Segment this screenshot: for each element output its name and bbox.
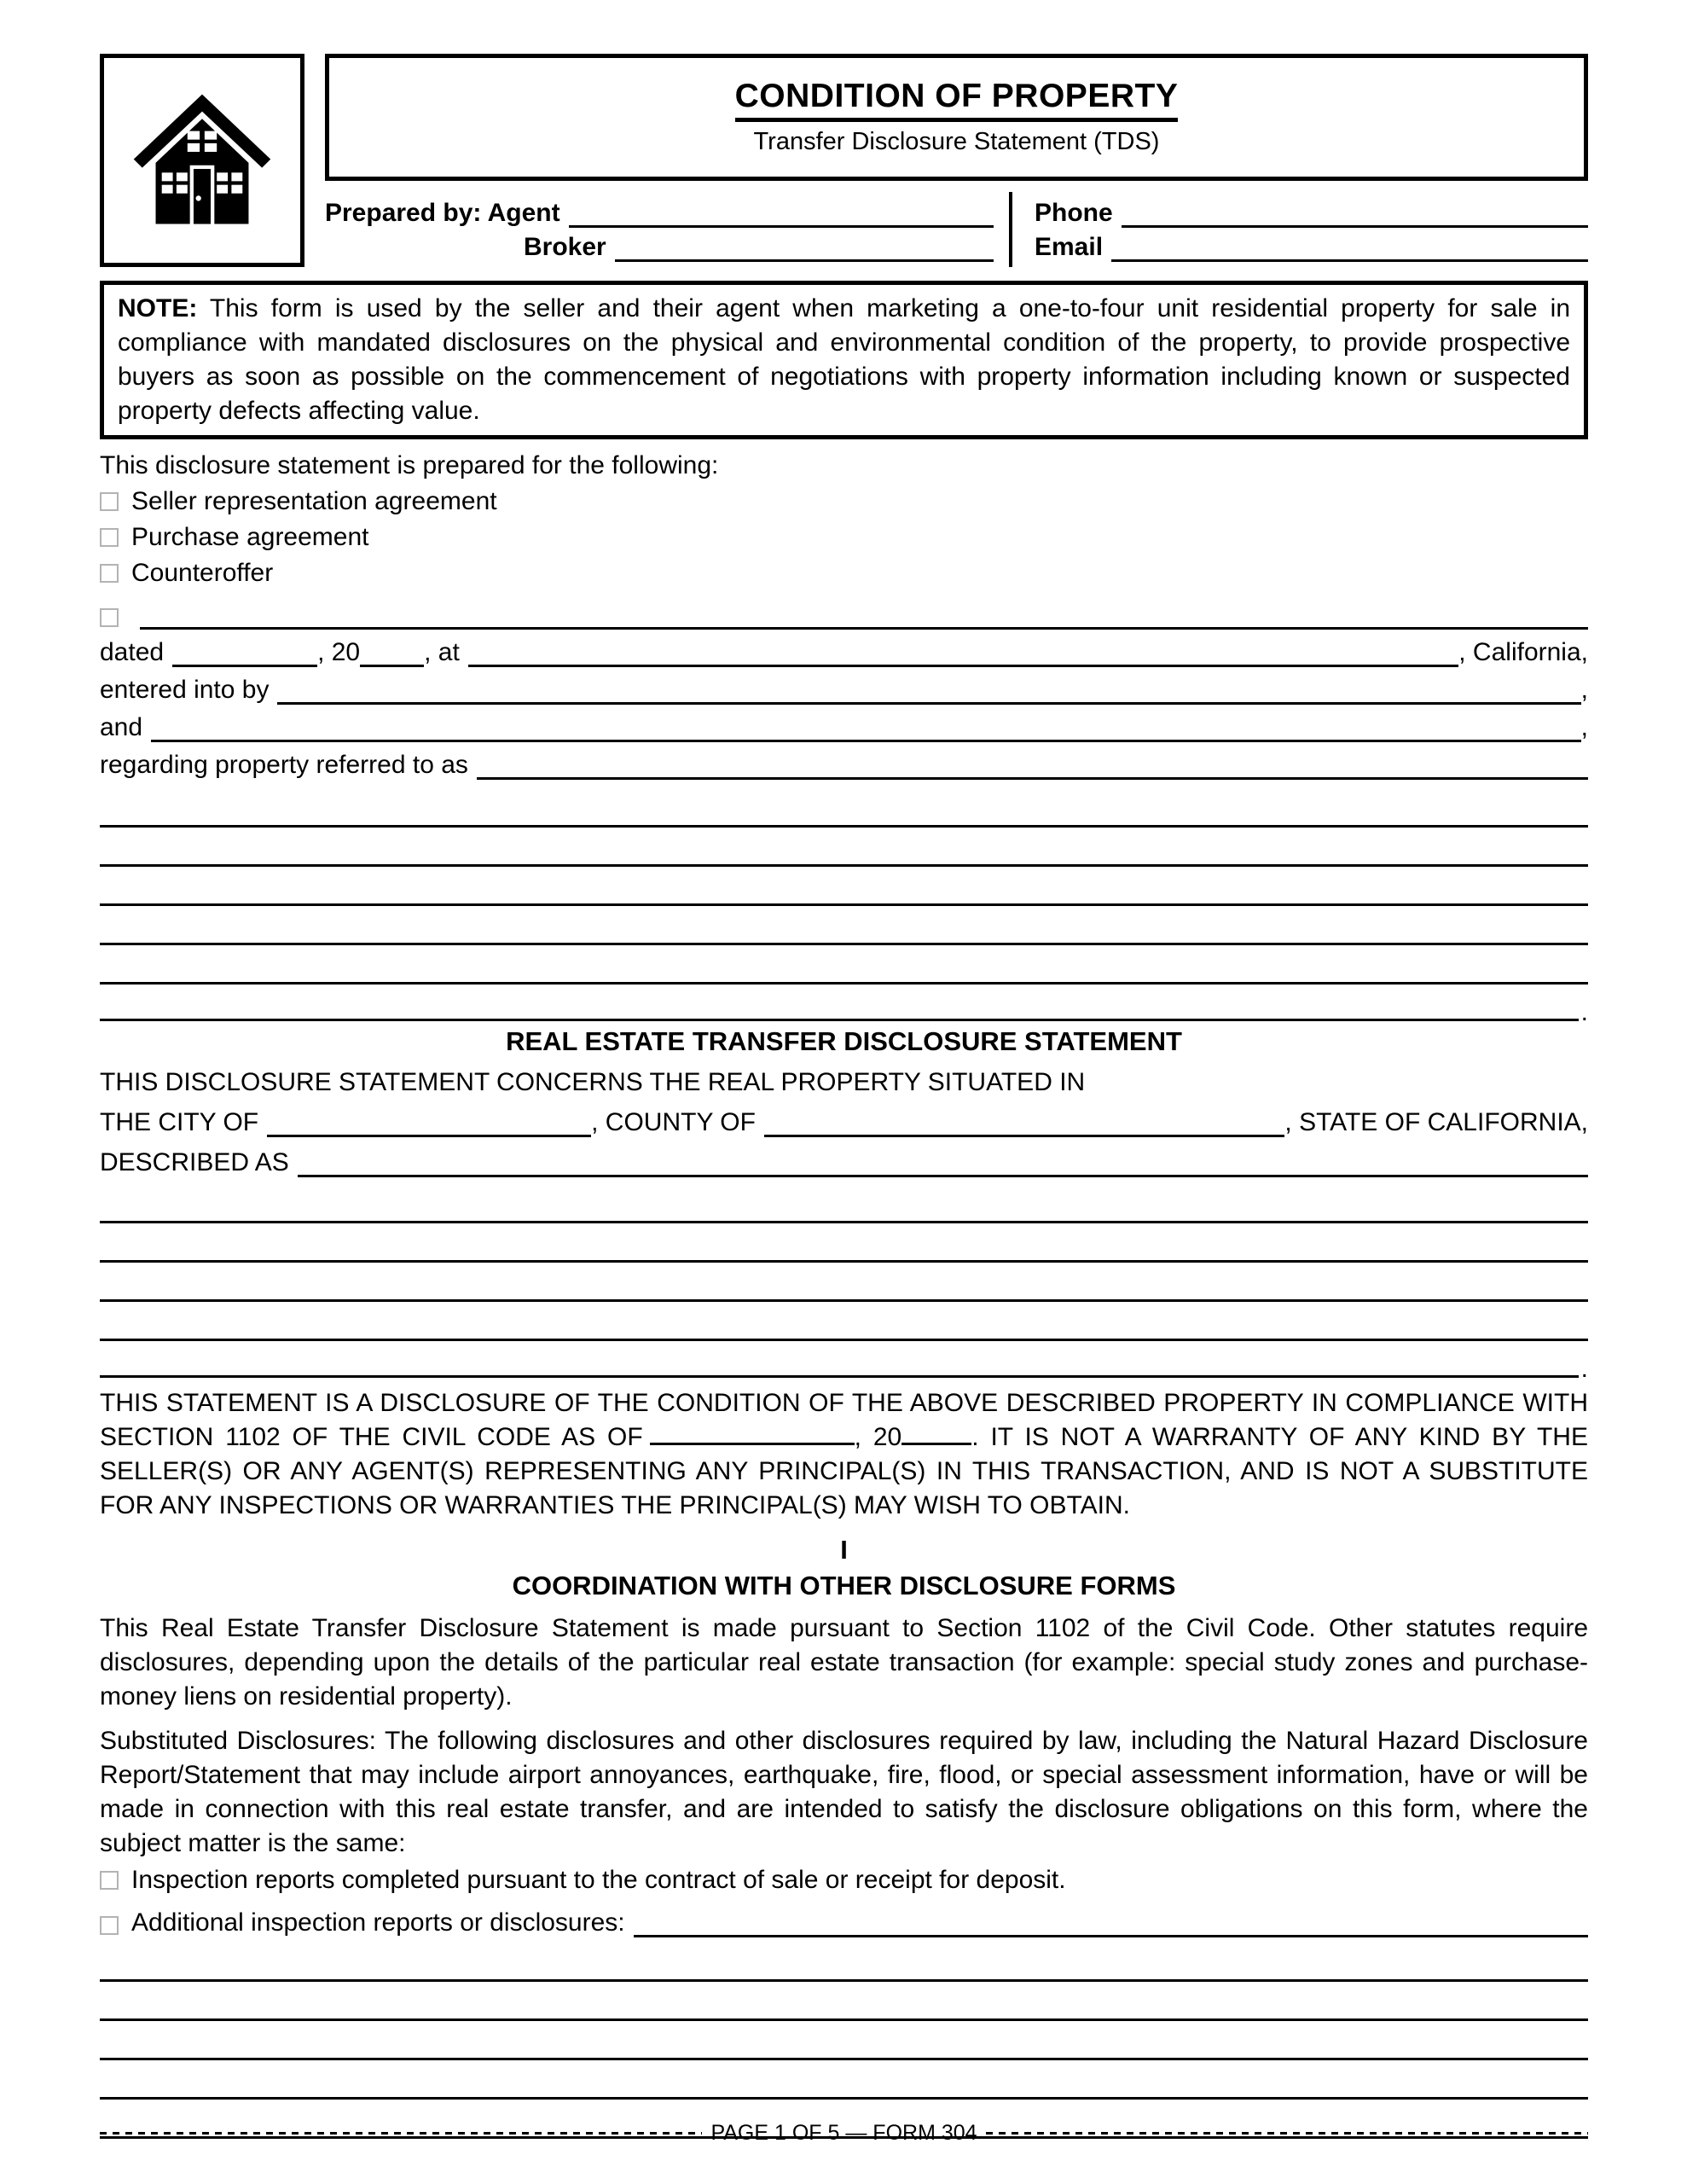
terminal-period: . xyxy=(1580,998,1588,1026)
tds-line1-row xyxy=(100,1057,1588,1097)
footer-dash-right xyxy=(986,2132,1588,2135)
california-label: , California, xyxy=(1458,638,1588,666)
section-heading: COORDINATION WITH OTHER DISCLOSURE FORMS xyxy=(512,1571,1176,1600)
purchase-agreement-checkbox[interactable] xyxy=(100,528,119,547)
prepared-right xyxy=(1012,192,1588,267)
as-of-year-field[interactable] xyxy=(901,1420,971,1445)
email-label: Email xyxy=(1035,233,1104,261)
header-right xyxy=(325,54,1588,267)
county-label: , COUNTY OF xyxy=(591,1108,756,1136)
dated-row xyxy=(100,630,1588,667)
broker-row xyxy=(325,228,994,262)
blank-line[interactable] xyxy=(100,828,1588,867)
entered-into-row xyxy=(100,667,1588,705)
broker-label: Broker xyxy=(524,233,606,261)
blank-line[interactable] xyxy=(100,1302,1588,1341)
blank-line-last xyxy=(100,1341,1588,1383)
option-label: Counteroffer xyxy=(131,559,274,587)
statement-paragraph xyxy=(100,1386,1588,1523)
blank-line[interactable] xyxy=(100,2060,1588,2100)
other-field[interactable] xyxy=(140,627,1588,630)
and-party-field[interactable] xyxy=(151,740,1581,742)
blank-line[interactable] xyxy=(100,945,1588,985)
date-field[interactable] xyxy=(172,665,317,667)
option-counteroffer xyxy=(100,555,1588,591)
entered-into-field[interactable] xyxy=(277,702,1580,705)
option-purchase-agreement xyxy=(100,520,1588,555)
inspection-reports-option xyxy=(100,1861,1588,1899)
and-row xyxy=(100,705,1588,742)
coordination-paragraph-1: This Real Estate Transfer Disclosure Statement is made pursuant to Section 1102 of the Civil Code. Other statutes require disclosures, depending upon the details of the particular real estate transaction (for example: special study zones and purchase-money liens on residential property). xyxy=(100,1614,1588,1711)
note-box xyxy=(100,281,1588,439)
year-field[interactable] xyxy=(360,665,424,667)
additional-reports-option xyxy=(100,1899,1588,1937)
option-label: Purchase agreement xyxy=(131,523,369,551)
title-box xyxy=(325,54,1588,181)
email-row xyxy=(1035,228,1588,262)
prepared-by-agent-label: Prepared by: Agent xyxy=(325,199,560,227)
blank-line[interactable] xyxy=(100,867,1588,906)
city-field[interactable] xyxy=(267,1135,591,1137)
note-label: NOTE: xyxy=(118,294,198,322)
option-other xyxy=(100,591,1588,630)
additional-reports-checkbox[interactable] xyxy=(100,1916,119,1935)
blank-line[interactable] xyxy=(100,788,1588,828)
at-label: , at xyxy=(424,638,460,666)
additional-reports-label: Additional inspection reports or disclosures: xyxy=(131,1908,625,1937)
dated-label: dated xyxy=(100,638,165,666)
coordination-paragraph-2: Substituted Disclosures: The following disclosures and other disclosures required by law, including the Natural Hazard Disclosure Report/Statement that may include airport annoyances, earthquake, fire, flood, or special assessment information, have or will be made in connection with this real estate transfer, and are intended to satisfy the disclosure obligations on this form, where the subject matter is the same: xyxy=(100,1727,1588,1857)
blank-line[interactable] xyxy=(100,1982,1588,2021)
seller-representation-checkbox[interactable] xyxy=(100,492,119,511)
county-field[interactable] xyxy=(764,1135,1284,1137)
blank-line[interactable] xyxy=(100,1339,1579,1378)
section-number: I xyxy=(840,1535,848,1565)
entered-into-label: entered into by xyxy=(100,676,270,704)
described-as-lines xyxy=(100,1184,1588,1383)
form-page xyxy=(100,54,1588,2139)
statement-part3: . IT IS NOT A WARRANTY OF ANY KIND BY THE SELLER(S) OR ANY AGENT(S) REPRESENTING ANY PRINCIPAL(S) IN THIS TRANSACTION, AND IS NOT A SUBSTITUTE FOR ANY INSPECTIONS OR WARRANTIES THE PRINCIPAL(S) MAY WISH TO OBTAIN. xyxy=(100,1423,1588,1519)
blank-line[interactable] xyxy=(100,1263,1588,1302)
form-title: CONDITION OF PROPERTY xyxy=(735,78,1179,122)
phone-row xyxy=(1035,194,1588,228)
and-comma: , xyxy=(1580,713,1588,741)
logo-box xyxy=(100,54,304,267)
prepared-by-block xyxy=(325,192,1588,267)
terminal-period: . xyxy=(1580,1355,1588,1383)
footer-page-label: PAGE 1 OF 5 — FORM 304 xyxy=(710,2121,977,2145)
entered-comma: , xyxy=(1580,676,1588,704)
inspection-reports-label: Inspection reports completed pursuant to the contract of sale or receipt for deposit. xyxy=(131,1865,1066,1894)
note-text: This form is used by the seller and their agent when marketing a one-to-four unit residential property for sale in compliance with mandated disclosures on the physical and environmental condition of the property, to provide prospective buyers as soon as possible on the commencement of negotiations with property information including known or suspected property defects affecting value. xyxy=(118,294,1570,425)
blank-line[interactable] xyxy=(100,1943,1588,1982)
phone-label: Phone xyxy=(1035,199,1113,227)
blank-line[interactable] xyxy=(100,1223,1588,1263)
city-label: THE CITY OF xyxy=(100,1108,259,1136)
described-as-label: DESCRIBED AS xyxy=(100,1148,289,1176)
regarding-row xyxy=(100,742,1588,780)
state-label: , STATE OF CALIFORNIA, xyxy=(1284,1108,1588,1136)
property-description-lines xyxy=(100,788,1588,1026)
property-reference-field[interactable] xyxy=(477,777,1588,780)
prepared-for-intro: This disclosure statement is prepared for the following: xyxy=(100,451,719,479)
and-label: and xyxy=(100,713,143,741)
place-field[interactable] xyxy=(468,665,1458,667)
as-of-date-field[interactable] xyxy=(650,1420,855,1445)
additional-disclosure-lines xyxy=(100,1943,1588,2139)
additional-reports-field[interactable] xyxy=(634,1935,1588,1937)
tds-line1: THIS DISCLOSURE STATEMENT CONCERNS THE REAL PROPERTY SITUATED IN xyxy=(100,1068,1086,1096)
agent-row xyxy=(325,194,994,228)
prepared-left xyxy=(325,192,1009,267)
year-label: , 20 xyxy=(317,638,361,666)
footer-dash-left xyxy=(100,2132,702,2135)
option-seller-representation xyxy=(100,484,1588,520)
blank-line[interactable] xyxy=(100,2021,1588,2060)
form-header xyxy=(100,54,1588,267)
option-label: Seller representation agreement xyxy=(131,487,497,515)
statement-part2: , 20 xyxy=(854,1423,902,1451)
blank-line[interactable] xyxy=(100,906,1588,945)
blank-line-last xyxy=(100,985,1588,1026)
counteroffer-checkbox[interactable] xyxy=(100,564,119,583)
other-checkbox[interactable] xyxy=(100,608,119,627)
city-county-row xyxy=(100,1097,1588,1137)
tds-heading: REAL ESTATE TRANSFER DISCLOSURE STATEMENT xyxy=(506,1026,1182,1056)
statement-part1: THIS STATEMENT IS A DISCLOSURE OF THE CONDITION OF THE ABOVE DESCRIBED PROPERTY IN COMPLIANCE WITH SECTION 1102 OF THE CIVIL CODE AS OF xyxy=(100,1389,1588,1451)
house-icon xyxy=(129,87,275,234)
blank-line[interactable] xyxy=(100,1184,1588,1223)
page-footer xyxy=(100,2121,1588,2146)
regarding-label: regarding property referred to as xyxy=(100,751,468,779)
blank-line[interactable] xyxy=(100,982,1579,1021)
inspection-reports-checkbox[interactable] xyxy=(100,1871,119,1890)
broker-name-field[interactable] xyxy=(615,259,994,262)
described-as-field[interactable] xyxy=(298,1175,1588,1177)
described-as-row xyxy=(100,1137,1588,1177)
email-field[interactable] xyxy=(1111,259,1588,262)
form-subtitle: Transfer Disclosure Statement (TDS) xyxy=(753,127,1160,155)
